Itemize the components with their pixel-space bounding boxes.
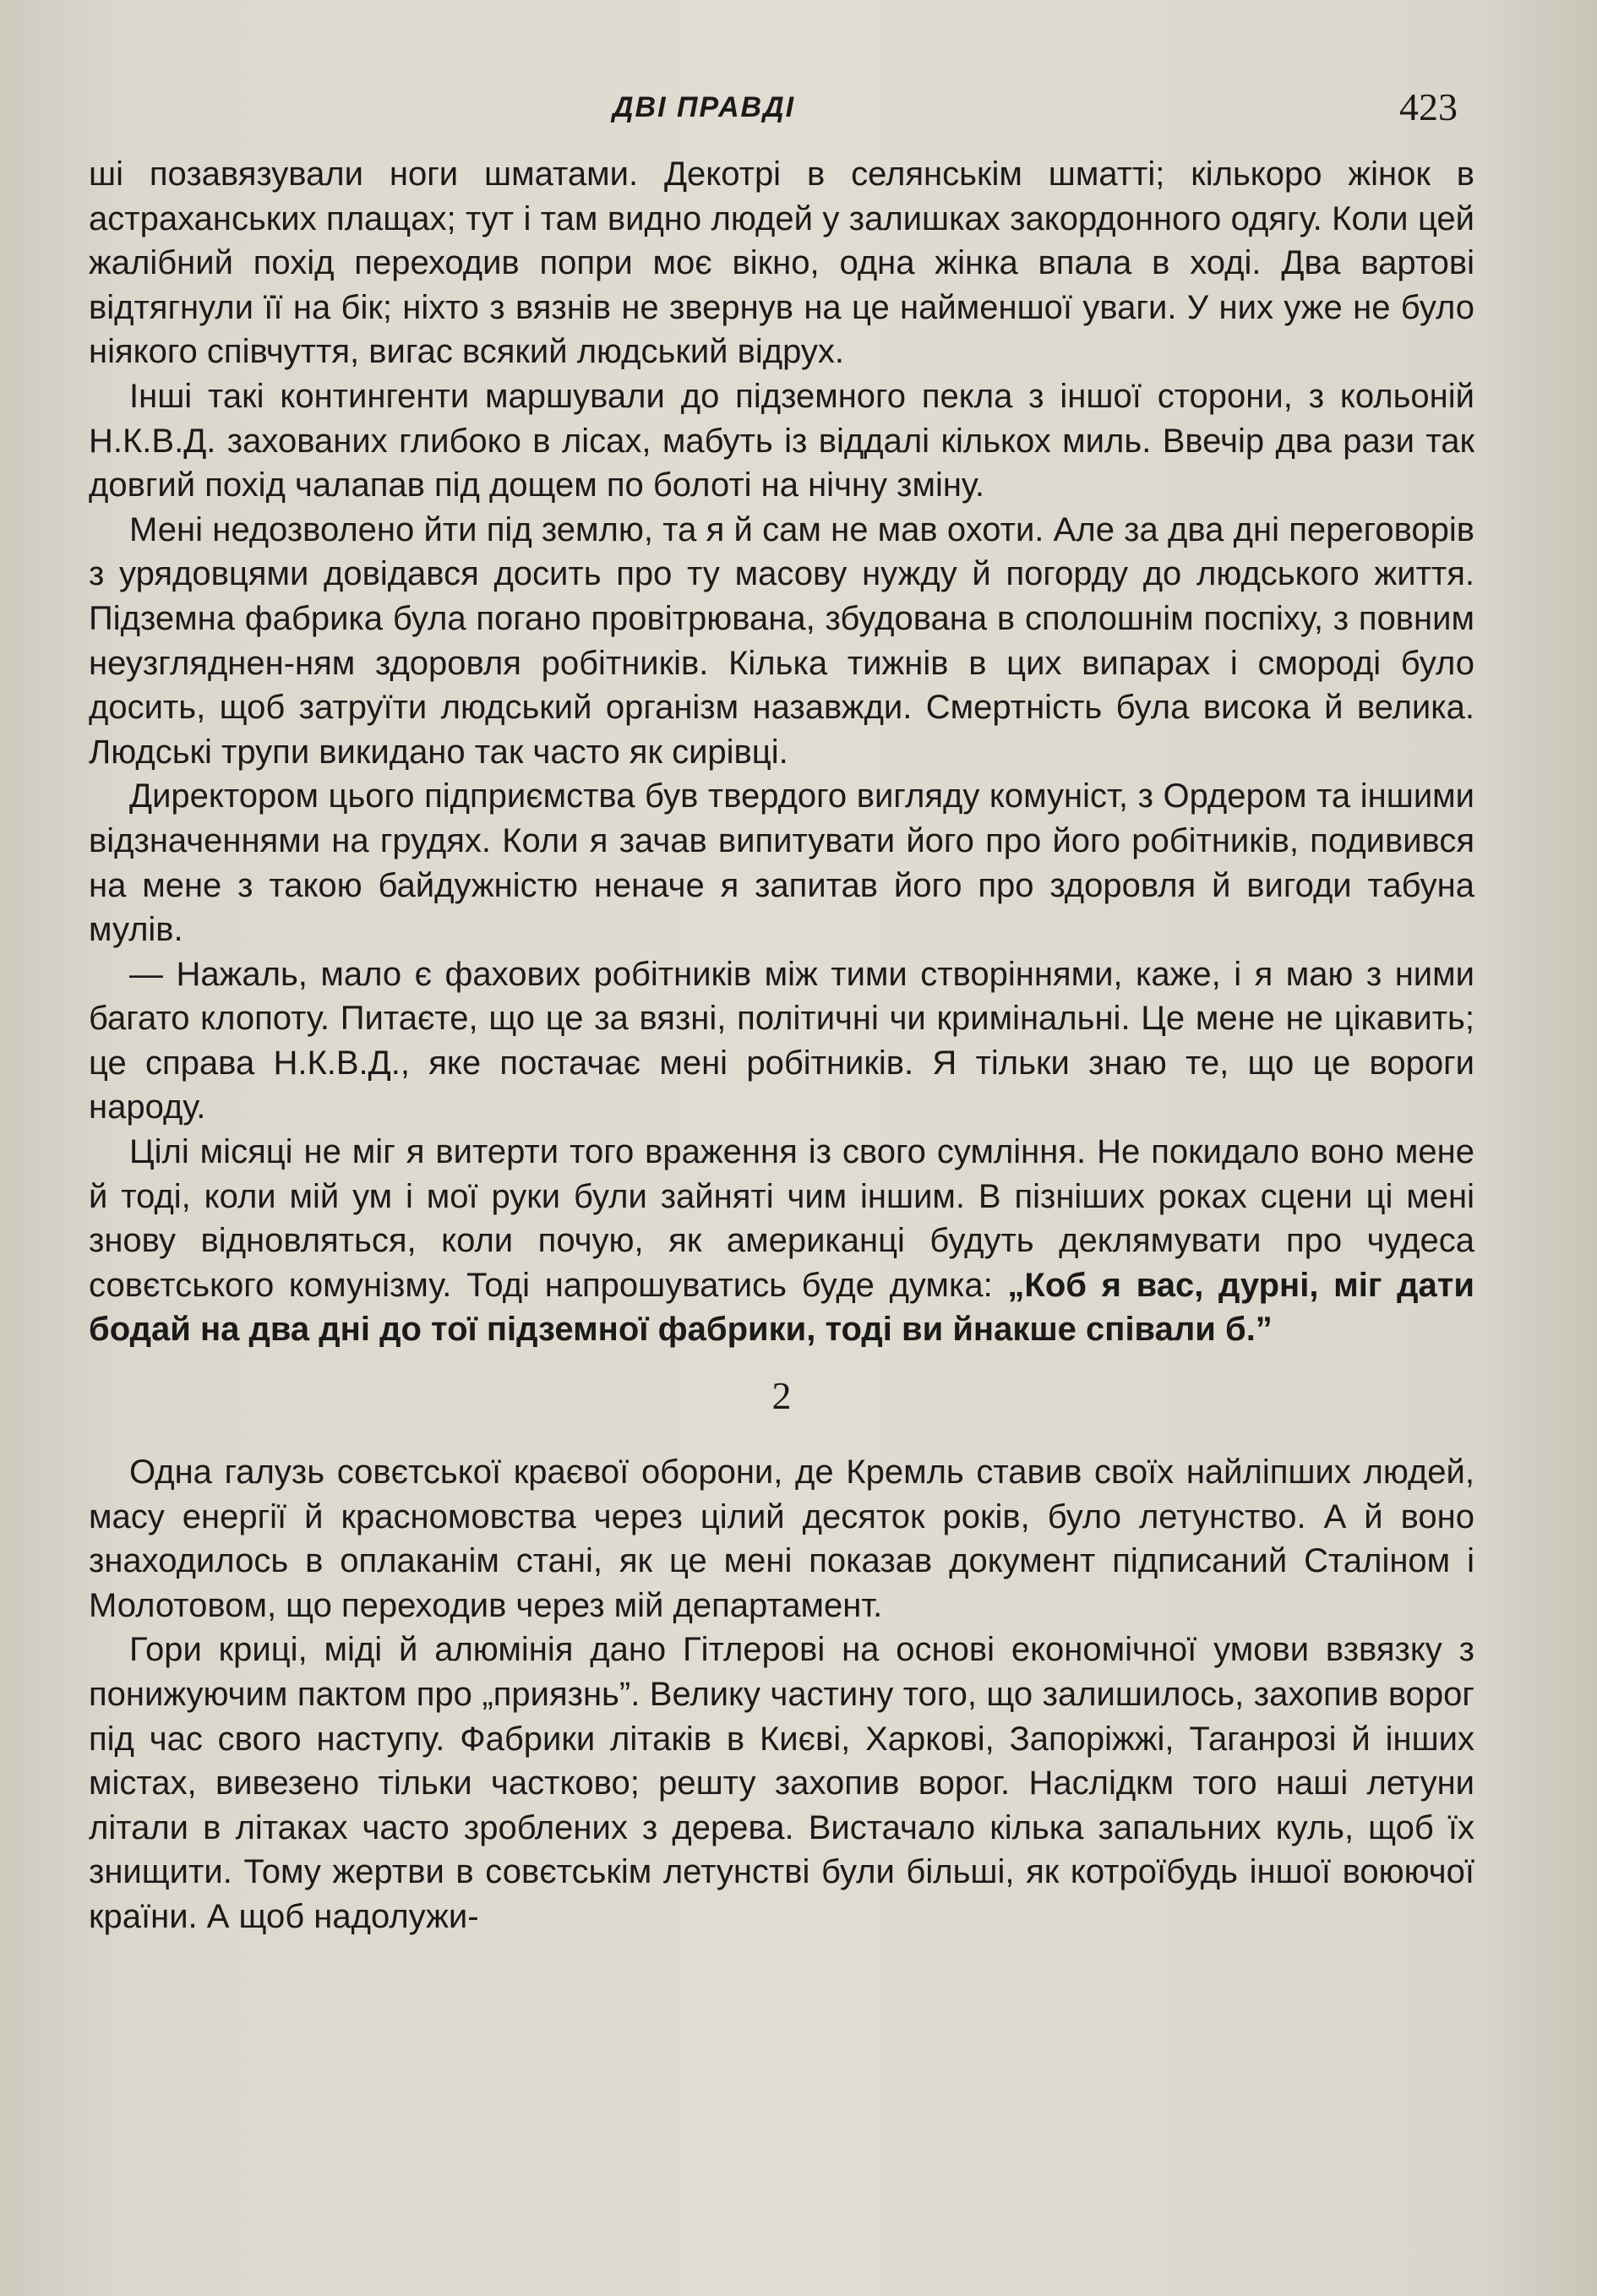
paragraph-text: Цілі місяці не міг я витерти того враження із свого сумління. Не покидало воно мене й тоді, коли мій ум і мої руки були зайняті чим іншим. В пізніших роках сцени ці мені знову відновляться, коли почую, як американці будуть деклямувати про чудеса совєтського комунізму. Тоді напрошуватись буде думка:: [89, 1133, 1474, 1304]
running-title: ДВІ ПРАВДІ: [613, 91, 796, 123]
page-header: [89, 85, 1474, 135]
body-text: [89, 152, 1474, 1939]
paragraph: [89, 1130, 1474, 1352]
paragraph: Директором цього підприємства був твердого вигляду комуніст, з Ордером та іншими відзначеннями на грудях. Коли я зачав випитувати його про його робітників, подивився на мене з такою байдужністю неначе я запитав його про здоровля й вигоди табуна мулів.: [89, 777, 1474, 949]
bold-quote: „Коб я вас, дурні, міг дати бодай на два дні до тої підземної фабрики, тоді ви йнакше співали б.”: [89, 1266, 1474, 1349]
paragraph: Інші такі контингенти маршували до підземного пекла з іншої сторони, з кольоній Н.К.В.Д. захованих глибоко в лісах, мабуть із віддалі кількох миль. Ввечір два рази так довгий похід чалапав під дощем по болоті на нічну зміну.: [89, 377, 1474, 504]
paragraph: — Нажаль, мало є фахових робітників між тими створіннями, каже, і я маю з ними багато клопоту. Питаєте, що це за вязні, політичні чи кримінальні. Це мене не цікавить; це справа Н.К.В.Д., яке постачає мені робітників. Я тільки знаю те, що це вороги народу.: [89, 955, 1474, 1126]
page-number: 423: [1399, 85, 1458, 128]
paragraph: Одна галузь совєтської краєвої оборони, де Кремль ставив своїх найліпших людей, масу енергії й красномовства через цілий десяток років, було летунство. А й воно знаходилось в оплаканім стані, як це мені показав документ підписаний Сталіном і Молотовом, що переходив через мій департамент.: [89, 1453, 1474, 1624]
paragraph: Мені недозволено йти під землю, та я й сам не мав охоти. Але за два дні переговорів з урядовцями довідався досить про ту масову нужду й погорду до людського життя. Підземна фабрика була погано провітрювана, збудована в сполошнім поспіху, з повним неузгляднен-ням здоровля робітників. Кілька тижнів в цих випарах і смороді було досить, щоб затруїти людський організм назавжди. Смертність була висока й велика. Людські трупи викидано так часто як сирівці.: [89, 510, 1474, 771]
paragraph: ші позавязували ноги шматами. Декотрі в селянськім шматті; кількоро жінок в астраханських плащах; тут і там видно людей у залишках закордонного одягу. Коли цей жалібний похід переходив попри моє вікно, одна жінка впала в ході. Два вартові відтягнули її на бік; ніхто з вязнів не звернув на це найменшої уваги. У них уже не було ніякого співчуття, вигас всякий людський відрух.: [89, 155, 1474, 371]
paragraph: Гори криці, міді й алюмінія дано Гітлерові на основі економічної умови взвязку з понижуючим пактом про „приязнь”. Велику частину того, що залишилось, захопив ворог під час свого наступу. Фабрики літаків в Києві, Харкові, Запоріжжі, Таганрозі й інших містах, вивезено тільки частково; решту захопив ворог. Наслідкм того наші летуни літали в літаках часто зроблених з дерева. Вистачало кілька запальних куль, щоб їх знищити. Тому жертви в совєтськім летунстві були більші, як котроїбудь іншої воюючої країни. А щоб надолужи-: [89, 1631, 1474, 1935]
section-number: 2: [771, 1374, 792, 1418]
